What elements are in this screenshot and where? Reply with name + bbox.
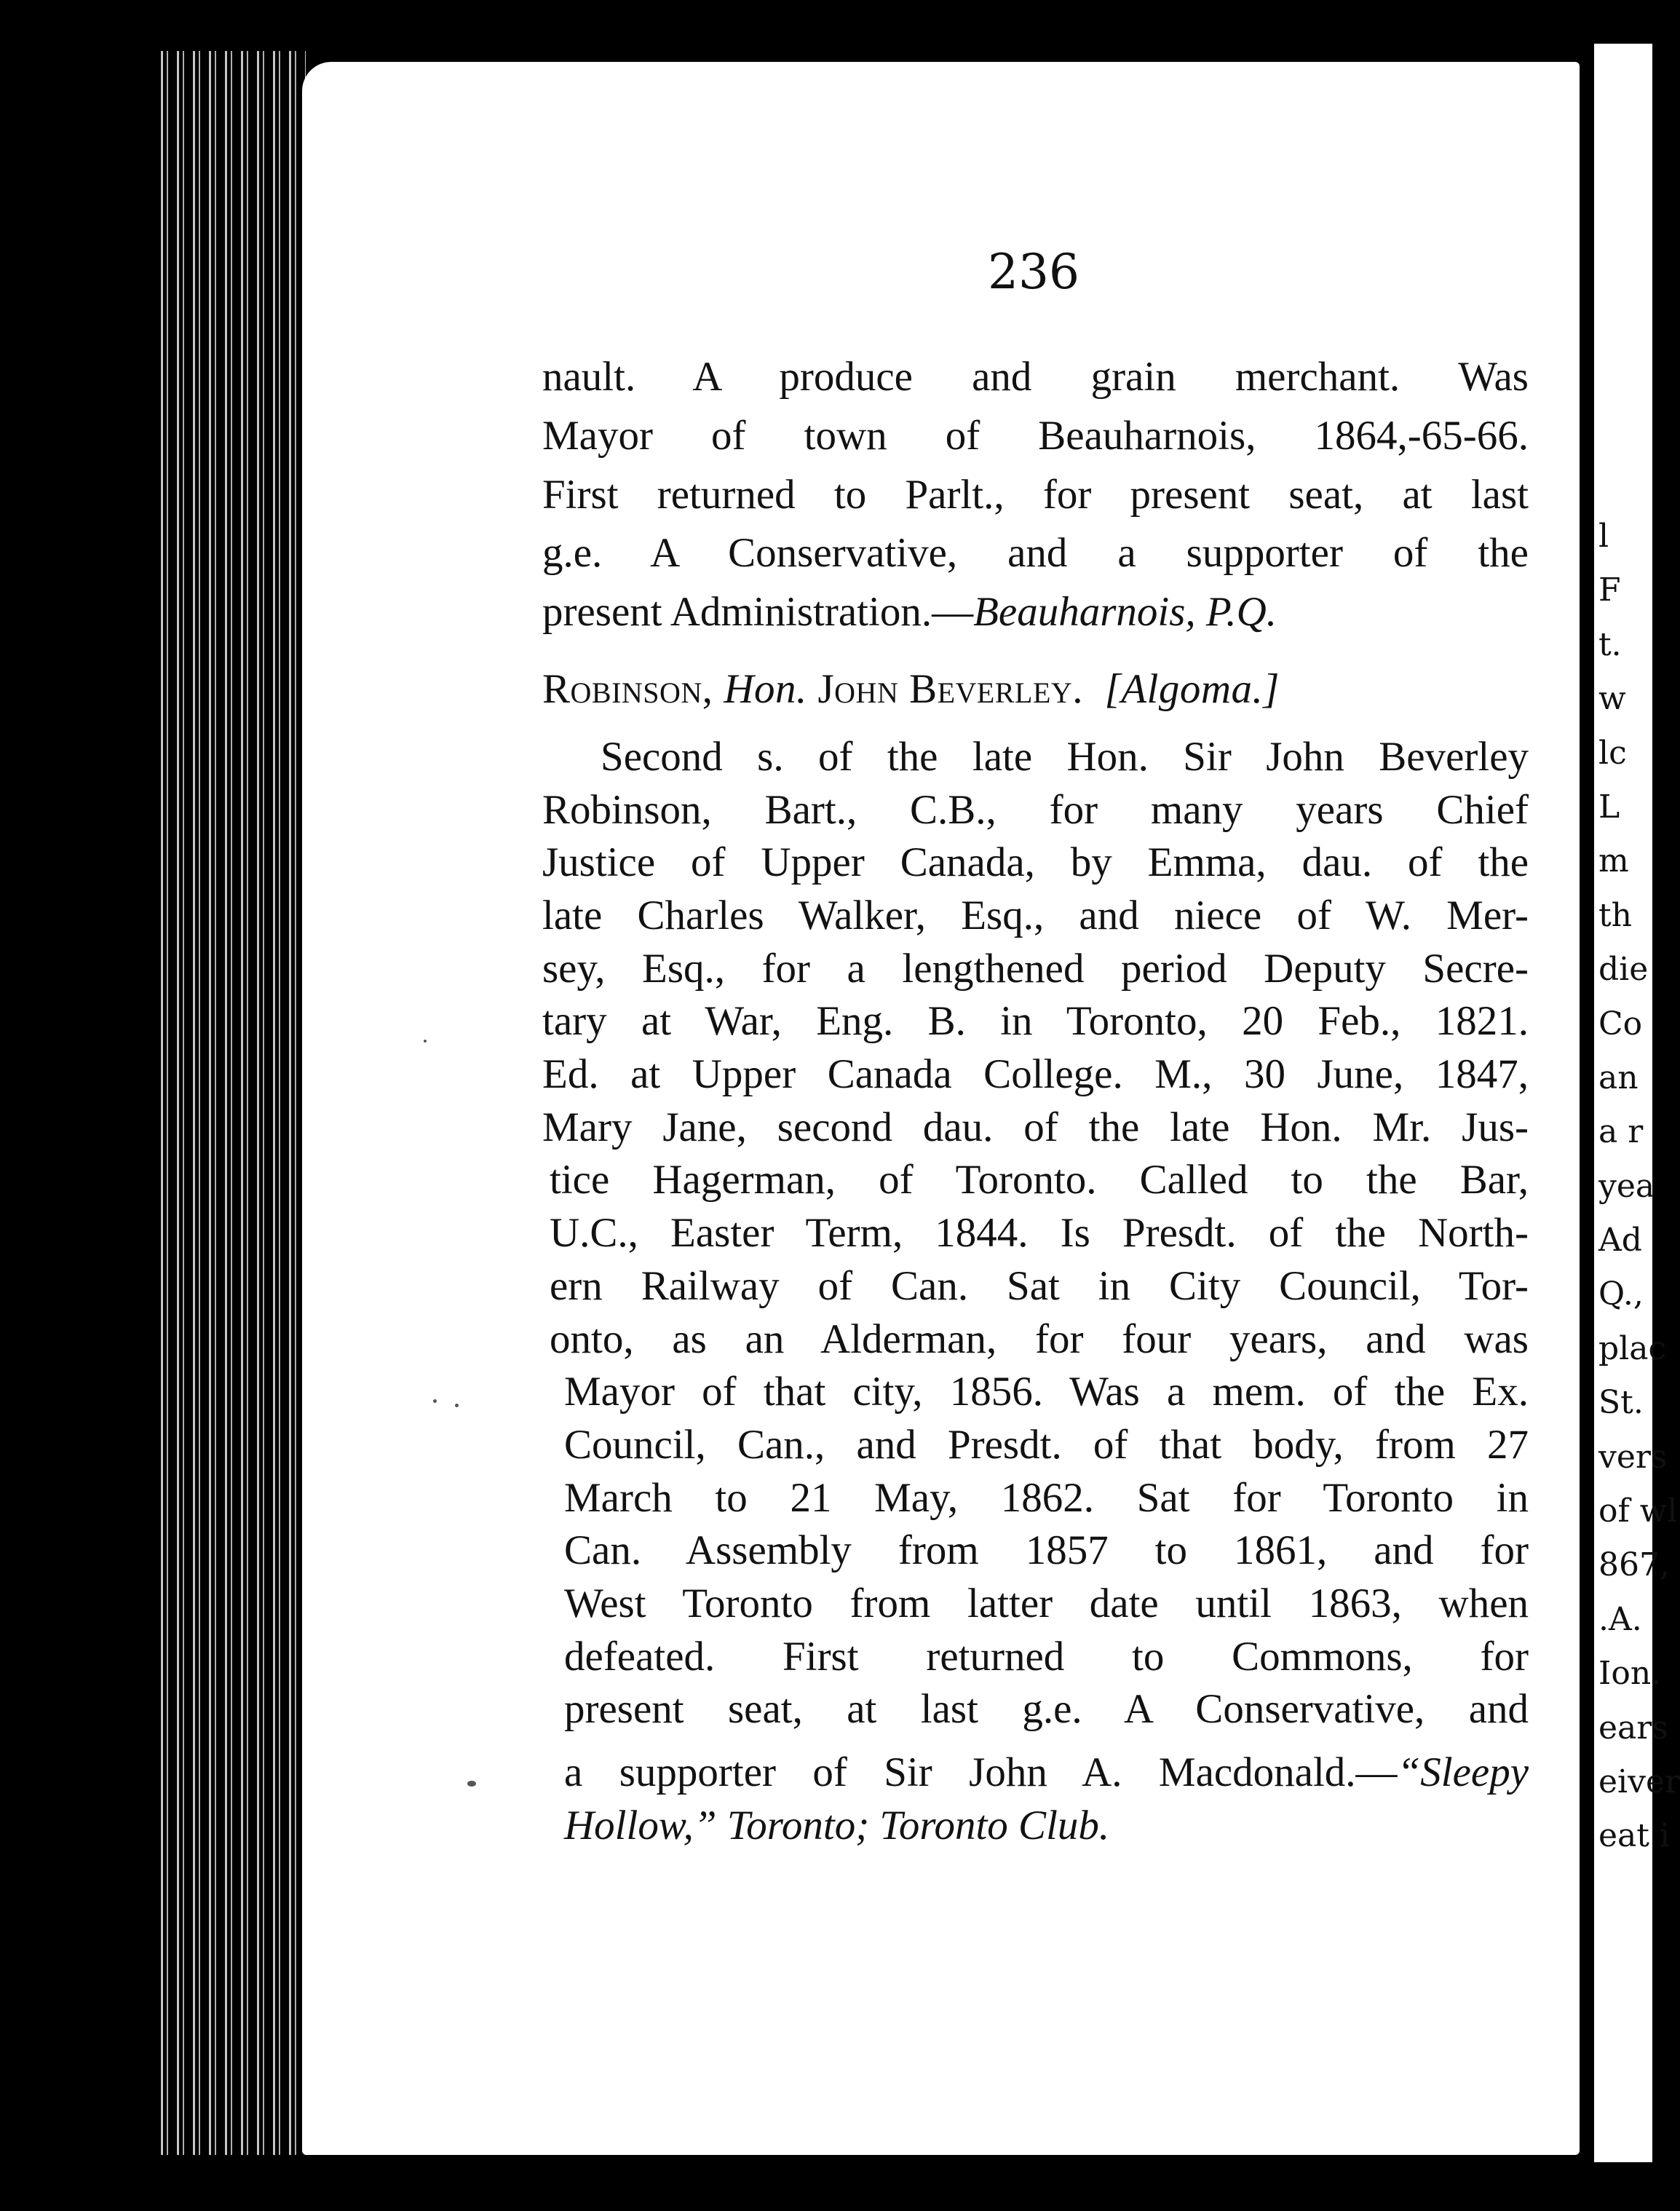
biography-line: present seat, at last g.e. A Conservative, and	[564, 1686, 1529, 1733]
biography-line: Mary Jane, second dau. of the late Hon. Mr. Jus-	[542, 1104, 1529, 1150]
facing-page-fragment: w	[1598, 680, 1626, 718]
biography-line: a supporter of Sir John A. Macdonald.—“Sleepy	[564, 1749, 1529, 1796]
facing-page-fragment: an	[1598, 1059, 1639, 1096]
facing-page-fragment: .A.	[1598, 1600, 1642, 1638]
facing-page-fragment: eiver	[1598, 1763, 1680, 1800]
biography-line: Council, Can., and Presdt. of that body, from 27	[564, 1421, 1529, 1468]
facing-page-fragment: die	[1598, 951, 1649, 989]
facing-page-fragment: ears	[1598, 1709, 1668, 1747]
facing-page-fragment: yea	[1598, 1167, 1655, 1205]
biography-line: onto, as an Alderman, for four years, and was	[550, 1316, 1529, 1362]
entry-constituency: [Algoma.]	[1104, 665, 1280, 712]
biography-line: Robinson, Bart., C.B., for many years Chief	[542, 786, 1529, 833]
speck	[467, 1781, 476, 1787]
continuation-line: nault. A produce and grain merchant. Was	[542, 354, 1529, 400]
facing-page-fragment: m	[1598, 842, 1629, 880]
page-number: 236	[988, 244, 1079, 300]
entry-heading	[542, 658, 1529, 721]
facing-page-fragment: F	[1598, 571, 1621, 609]
facing-page-fragment: vers	[1598, 1438, 1668, 1476]
biography-line: tary at War, Eng. B. in Toronto, 20 Feb., 1821.	[542, 998, 1529, 1045]
biography-line: Second s. of the late Hon. Sir John Beverley	[601, 733, 1529, 780]
speck	[424, 1040, 427, 1043]
facing-page-fragment: l	[1598, 518, 1609, 555]
speck	[455, 1404, 459, 1407]
biography-line: Justice of Upper Canada, by Emma, dau. of the	[542, 839, 1529, 886]
biography-line: ern Railway of Can. Sat in City Council, Tor-	[550, 1262, 1529, 1309]
entry-given-names: John Beverley.	[817, 665, 1084, 712]
facing-page-fragment: Ad	[1598, 1222, 1642, 1259]
facing-page-fragment: th	[1598, 896, 1633, 934]
biography-line: U.C., Easter Term, 1844. Is Presdt. of the North-	[550, 1210, 1529, 1257]
previous-entry-continuation	[542, 348, 1529, 583]
facing-page-fragment: plac	[1598, 1329, 1667, 1367]
facing-page-fragment: St.	[1598, 1384, 1644, 1422]
continuation-last-line: present Administration.—Beauharnois, P.Q.	[542, 589, 1277, 636]
biography-line: late Charles Walker, Esq., and niece of W. Mer-	[542, 893, 1529, 939]
facing-page-fragment: Ion.	[1598, 1655, 1662, 1693]
facing-page-fragment: 867,	[1598, 1546, 1670, 1584]
biography-line: March to 21 May, 1862. Sat for Toronto in	[564, 1474, 1529, 1521]
biography-line: sey, Esq., for a lengthened period Deputy Secre-	[542, 945, 1529, 992]
facing-page-fragment: of wl	[1598, 1492, 1678, 1530]
facing-page-fragment: L	[1598, 788, 1620, 826]
speck	[433, 1399, 437, 1403]
continuation-line: g.e. A Conservative, and a supporter of the	[542, 530, 1529, 577]
facing-page-fragment: Co	[1598, 1005, 1643, 1043]
entry-biography	[542, 731, 1529, 1736]
facing-page-text	[1598, 510, 1680, 1864]
biography-ending	[542, 1747, 1529, 1852]
biography-line: defeated. First returned to Commons, for	[564, 1633, 1529, 1680]
biography-line: Mayor of that city, 1856. Was a mem. of the Ex.	[564, 1369, 1529, 1415]
continuation-line: Mayor of town of Beauharnois, 1864,-65-66.	[542, 412, 1529, 459]
entry-honorific: Hon.	[724, 665, 807, 712]
facing-page-fragment: Q.,	[1598, 1275, 1644, 1313]
entry-surname: Robinson,	[542, 665, 713, 712]
facing-page-fragment: t.	[1598, 625, 1622, 663]
continuation-line: First returned to Parlt., for present seat, at last	[542, 471, 1529, 518]
page-body	[542, 348, 1529, 1852]
biography-line: Ed. at Upper Canada College. M., 30 June, 1847,	[542, 1051, 1529, 1098]
biography-last-line: Hollow,” Toronto; Toronto Club.	[564, 1802, 1110, 1848]
book-page-edges	[156, 51, 306, 2155]
facing-page-fragment: eat i	[1598, 1817, 1671, 1855]
biography-line: Can. Assembly from 1857 to 1861, and for	[564, 1527, 1529, 1574]
facing-page-fragment: lc	[1598, 734, 1627, 772]
biography-line: tice Hagerman, of Toronto. Called to the Bar,	[550, 1157, 1529, 1203]
facing-page-fragment: a r	[1598, 1113, 1644, 1151]
biography-line: West Toronto from latter date until 1863, when	[564, 1580, 1529, 1626]
